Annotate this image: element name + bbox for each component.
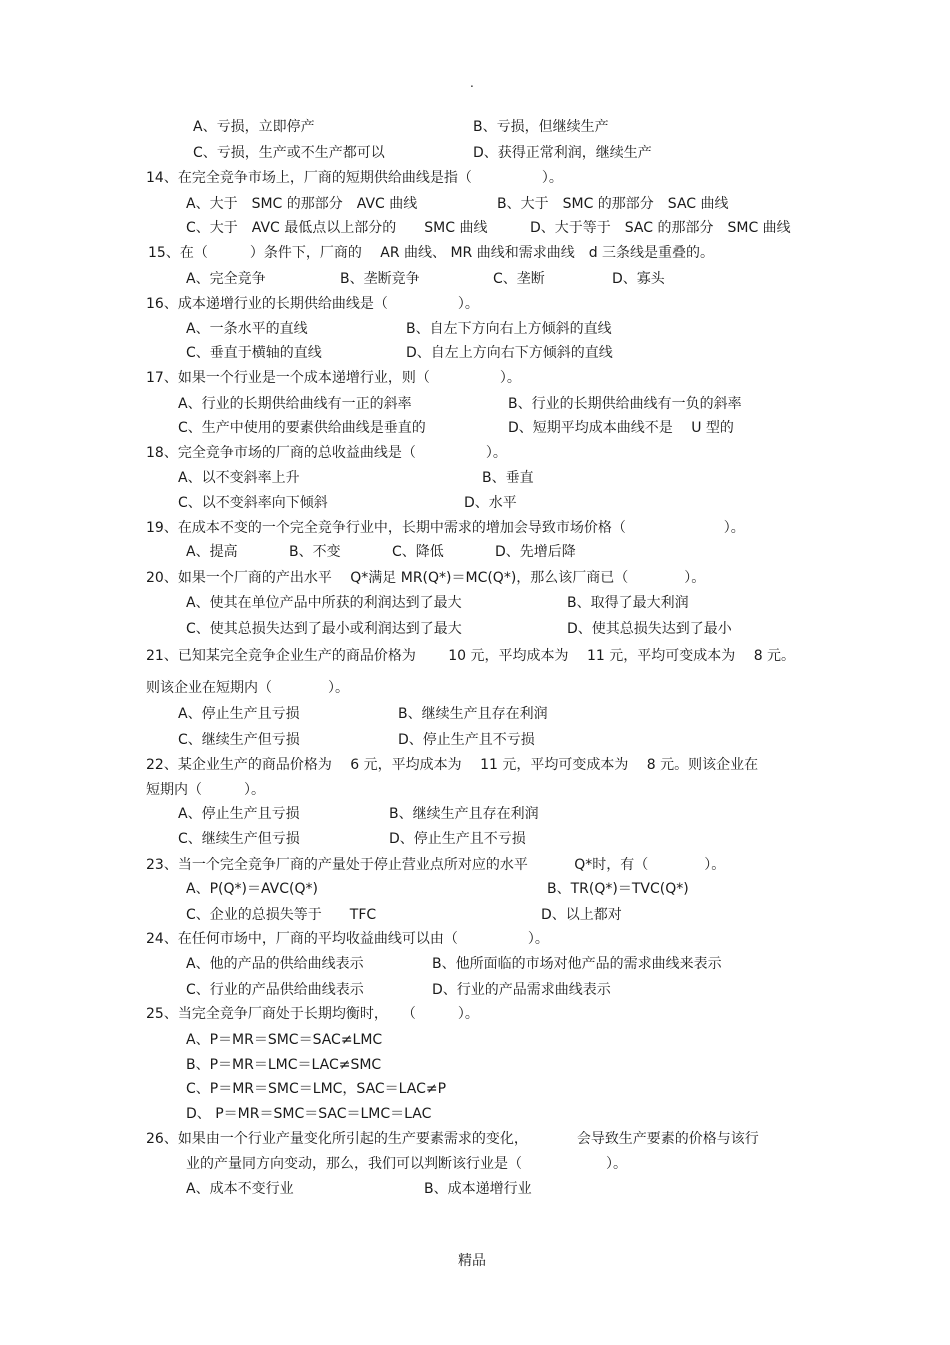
option-line: B、取得了最大利润 [567,595,689,611]
option-line: D、短期平均成本曲线不是 U 型的 [508,420,734,436]
question-line: 22、某企业生产的商品价格为 6 元，平均成本为 11 元，平均可变成本为 8 元。则该企业在 [146,757,759,773]
option-line: A、大于 SMC 的那部分 AVC 曲线 [186,196,418,212]
option-line: D、自左上方向右下方倾斜的直线 [406,345,613,361]
option-line: C、垄断 [493,271,545,287]
question-line: 15、在（ ）条件下，厂商的 AR 曲线、 MR 曲线和需求曲线 d 三条线是重叠的。 [148,245,715,261]
option-line: B、垄断竞争 [340,271,420,287]
option-line: A、成本不变行业 [186,1181,294,1197]
question-line: 14、在完全竞争市场上，厂商的短期供给曲线是指（ ）。 [146,170,563,186]
option-line: C、亏损，生产或不生产都可以 [193,145,385,161]
option-line: B、自左下方向右上方倾斜的直线 [406,321,612,337]
option-line: C、P＝MR＝SMC＝LMC，SAC＝LAC≠P [186,1081,447,1097]
option-line: A、P(Q*)＝AVC(Q*) [186,881,318,897]
option-line: A、停止生产且亏损 [178,706,300,722]
page-footer: 精品 [458,1253,486,1269]
question-line: 23、当一个完全竞争厂商的产量处于停止营业点所对应的水平 Q*时，有（ ）。 [146,857,726,873]
option-line: C、继续生产但亏损 [178,831,300,847]
option-line: A、以不变斜率上升 [178,470,300,486]
option-line: A、亏损，立即停产 [193,119,315,135]
option-line: B、大于 SMC 的那部分 SAC 曲线 [497,196,729,212]
question-line: 16、成本递增行业的长期供给曲线是（ ）。 [146,296,479,312]
option-line: D、先增后降 [495,544,576,560]
option-line: D、获得正常利润，继续生产 [473,145,652,161]
option-line: A、行业的长期供给曲线有一正的斜率 [178,396,412,412]
option-line: B、P＝MR＝LMC＝LAC≠SMC [186,1057,382,1073]
option-line: B、TR(Q*)＝TVC(Q*) [547,881,689,897]
option-line: B、继续生产且存在利润 [398,706,548,722]
option-line: A、使其在单位产品中所获的利润达到了最大 [186,595,462,611]
option-line: B、成本递增行业 [424,1181,532,1197]
option-line: A、停止生产且亏损 [178,806,300,822]
option-line: B、继续生产且存在利润 [389,806,539,822]
option-line: D、使其总损失达到了最小 [567,621,732,637]
question-line: 则该企业在短期内（ ）。 [146,680,349,696]
question-line: 17、如果一个行业是一个成本递增行业，则（ ）。 [146,370,521,386]
option-line: C、企业的总损失等于 TFC [186,907,377,923]
option-line: C、继续生产但亏损 [178,732,300,748]
option-line: D、以上都对 [541,907,622,923]
option-line: B、不变 [289,544,341,560]
question-line: 业的产量同方向变动，那么，我们可以判断该行业是（ ）。 [186,1156,627,1172]
option-line: C、以不变斜率向下倾斜 [178,495,328,511]
option-line: D、停止生产且不亏损 [389,831,526,847]
option-line: B、亏损，但继续生产 [473,119,609,135]
option-line: A、P＝MR＝SMC＝SAC≠LMC [186,1032,383,1048]
question-line: 21、已知某完全竞争企业生产的商品价格为 10 元，平均成本为 11 元，平均可变成本为 8 元。 [146,648,796,664]
question-line: 25、当完全竞争厂商处于长期均衡时， （ ）。 [146,1006,479,1022]
option-line: B、行业的长期供给曲线有一负的斜率 [508,396,742,412]
option-line: A、他的产品的供给曲线表示 [186,956,364,972]
option-line: A、完全竞争 [186,271,266,287]
option-line: C、大于 AVC 最低点以上部分的 SMC 曲线 [186,220,488,236]
option-line: C、行业的产品供给曲线表示 [186,982,364,998]
question-line: 20、如果一个厂商的产出水平 Q*满足 MR(Q*)＝MC(Q*)，那么该厂商已（ ）。 [146,570,706,586]
option-line: C、生产中使用的要素供给曲线是垂直的 [178,420,426,436]
option-line: D、 P＝MR＝SMC＝SAC＝LMC＝LAC [186,1106,432,1122]
header-mark: . [470,76,474,90]
option-line: D、寡头 [612,271,665,287]
option-line: C、降低 [392,544,444,560]
option-line: A、提高 [186,544,238,560]
option-line: A、一条水平的直线 [186,321,308,337]
option-line: C、使其总损失达到了最小或利润达到了最大 [186,621,462,637]
option-line: C、垂直于横轴的直线 [186,345,322,361]
question-line: 18、完全竞争市场的厂商的总收益曲线是（ ）。 [146,445,507,461]
question-line: 26、如果由一个行业产量变化所引起的生产要素需求的变化， 会导致生产要素的价格与该行 [146,1131,759,1147]
question-line: 19、在成本不变的一个完全竞争行业中，长期中需求的增加会导致市场价格（ ）。 [146,520,745,536]
question-line: 短期内（ ）。 [146,782,265,798]
option-line: B、垂直 [482,470,534,486]
option-line: D、水平 [464,495,517,511]
option-line: D、大于等于 SAC 的那部分 SMC 曲线 [530,220,791,236]
option-line: D、停止生产且不亏损 [398,732,535,748]
option-line: B、他所面临的市场对他产品的需求曲线来表示 [432,956,722,972]
option-line: D、行业的产品需求曲线表示 [432,982,611,998]
question-line: 24、在任何市场中，厂商的平均收益曲线可以由（ ）。 [146,931,549,947]
